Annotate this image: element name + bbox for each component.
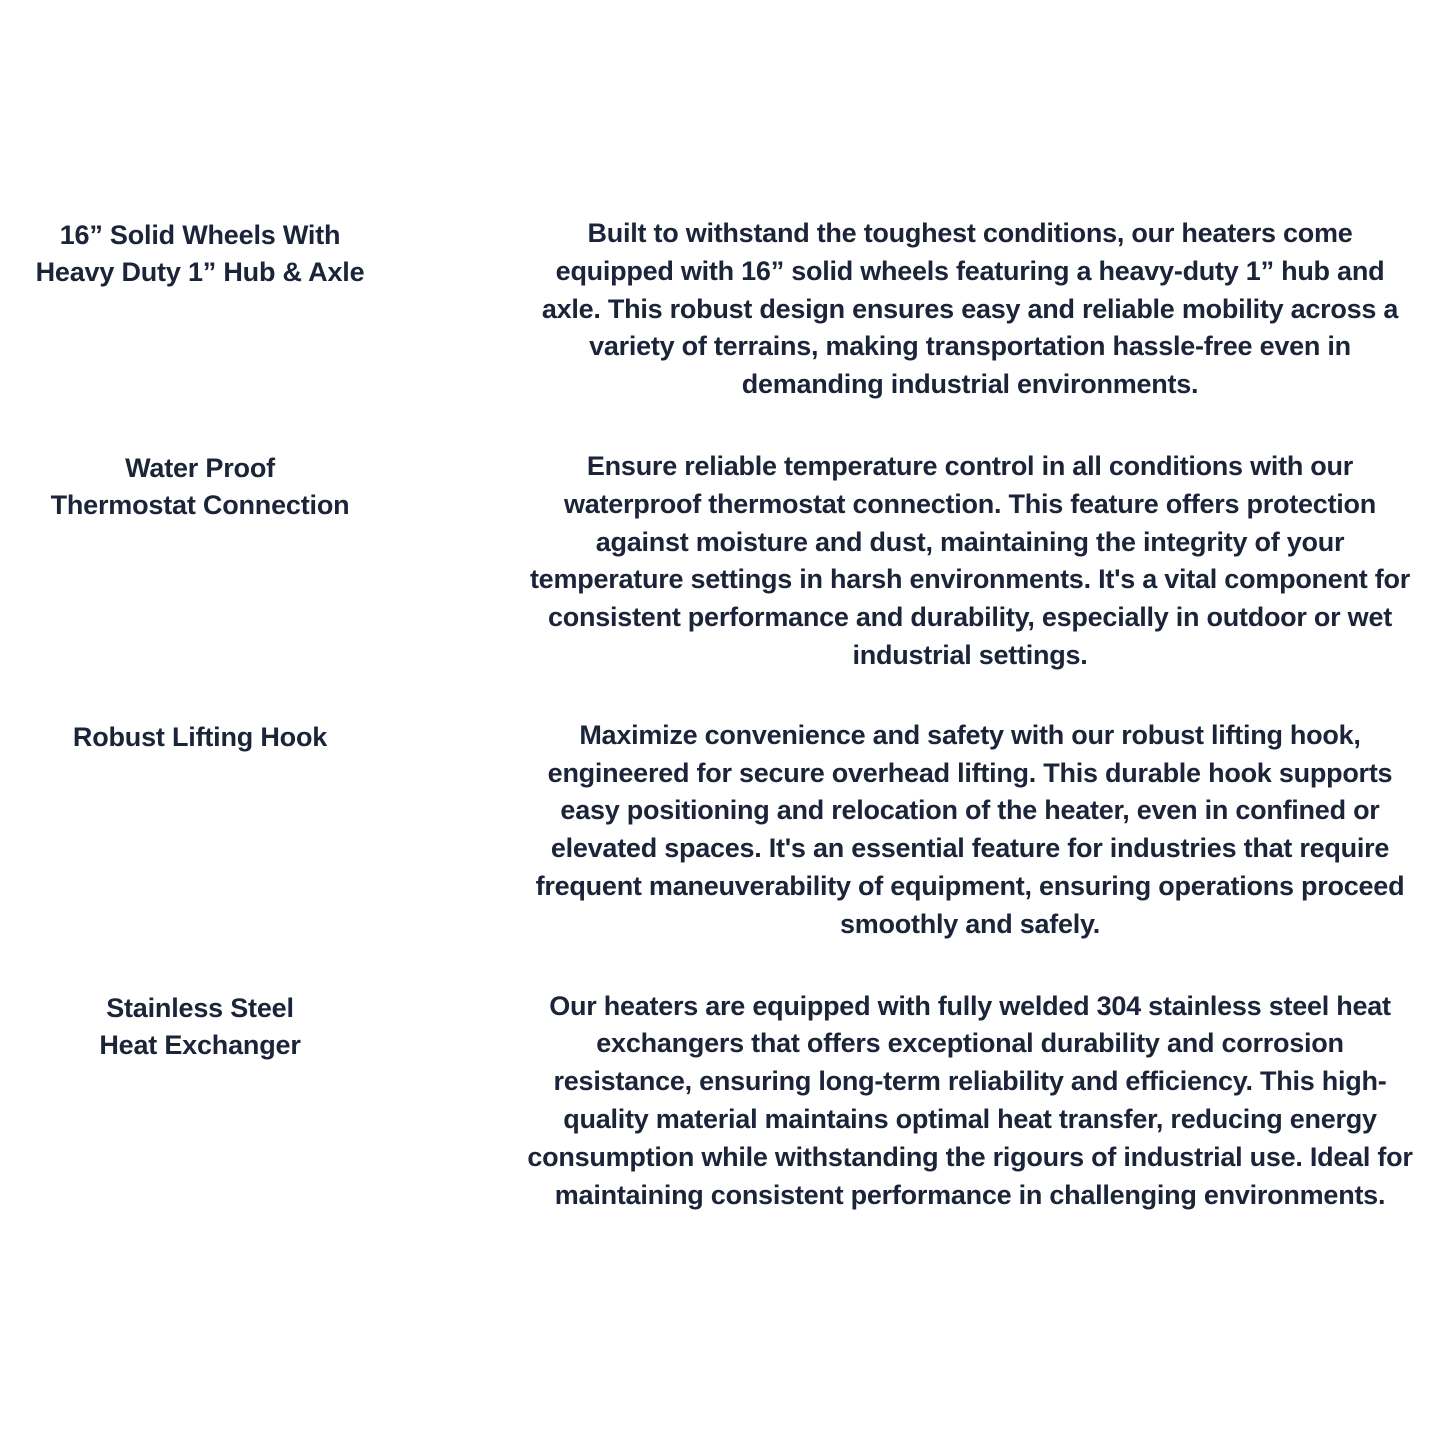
- feature-title: [10, 717, 390, 756]
- feature-title-line: Robust Lifting Hook: [72, 721, 328, 752]
- feature-title-line: Thermostat Connection: [50, 490, 350, 521]
- feature-title: [10, 448, 390, 525]
- feature-title-line: Water Proof: [125, 452, 275, 483]
- feature-row: [10, 988, 1420, 1215]
- feature-description: Ensure reliable temperature control in all conditions with our waterproof thermostat connection. This feature offers protection against moisture and dust, maintaining the integrity of your temperature settings in harsh environments. It's a vital component for consistent performance and durability, especially in outdoor or wet industrial settings.: [529, 450, 1411, 670]
- feature-row: [10, 717, 1420, 944]
- feature-title: [10, 215, 390, 292]
- feature-title-line: Heavy Duty 1” Hub & Axle: [35, 257, 365, 288]
- feature-title-line: Stainless Steel: [106, 992, 294, 1023]
- feature-description: Maximize convenience and safety with our robust lifting hook, engineered for secure overhead lifting. This durable hook supports easy positioning and relocation of the heater, even in confined or elevated spaces. It's an essential feature for industries that require frequent maneuverability of equipment, ensuring operations proceed smoothly and safely.: [535, 719, 1405, 939]
- feature-description: Our heaters are equipped with fully welded 304 stainless steel heat exchangers that offers exceptional durability and corrosion resistance, ensuring long-term reliability and efficiency. This high-quality material maintains optimal heat transfer, reducing energy consumption while withstanding the rigours of industrial use. Ideal for maintaining consistent performance in challenging environments.: [527, 990, 1413, 1210]
- feature-title-line: 16” Solid Wheels With: [59, 220, 341, 250]
- feature-row: [10, 448, 1420, 675]
- feature-title: [10, 988, 390, 1065]
- feature-description: Built to withstand the toughest conditions, our heaters come equipped with 16” solid wheels featuring a heavy-duty 1” hub and axle. This robust design ensures easy and reliable mobility across a variety of terrains, making transportation hassle-free even in demanding industrial environments.: [541, 218, 1399, 400]
- feature-title-line: Heat Exchanger: [99, 1029, 301, 1060]
- feature-row: [10, 215, 1420, 404]
